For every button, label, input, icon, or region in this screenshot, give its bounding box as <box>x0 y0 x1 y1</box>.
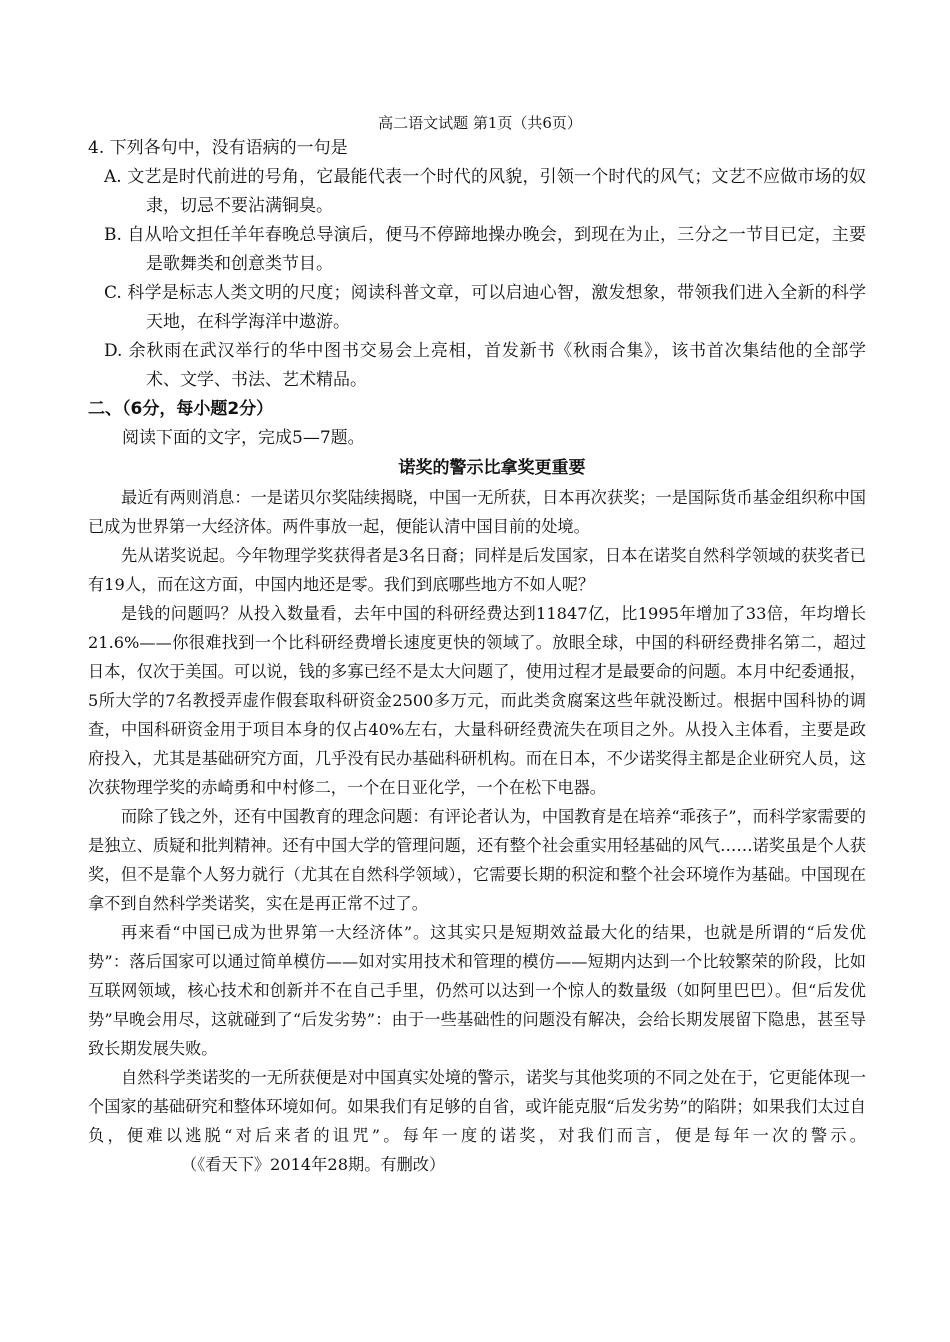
question-4-stem: 4. 下列各句中，没有语病的一句是 <box>88 138 348 158</box>
section-2-instruction: 阅读下面的文字，完成5—7题。 <box>122 428 365 448</box>
section-2-heading: 二、（6分，每小题2分） <box>88 399 274 419</box>
article-paragraph-1: 最近有两则消息：一是诺贝尔奖陆续揭晓，中国一无所获，日本再次获奖；一是国际货币基金组织称中国已成为世界第一大经济体。两件事放一起，便能认清中国目前的处境。 <box>88 488 866 536</box>
article-paragraph-6 <box>88 1063 866 1179</box>
exam-page <box>88 112 866 1179</box>
option-c: C. 科学是标志人类文明的尺度；阅读科普文章，可以启迪心智，激发想象，带领我们进入全新的科学天地，在科学海洋中遨游。 <box>104 283 866 332</box>
page-header: 高二语文试题 第1页（共6页） <box>378 114 582 132</box>
option-b: B. 自从哈文担任羊年春晚总导演后，便马不停蹄地操办晚会，到现在为止，三分之一节目已定，主要是歌舞类和创意类节目。 <box>104 225 866 274</box>
article-paragraph-4: 而除了钱之外，还有中国教育的理念问题：有评论者认为，中国教育是在培养“乖孩子”，而科学家需要的是独立、质疑和批判精神。还有中国大学的管理问题，还有整个社会重实用轻基础的风气……诺奖虽是个人获奖，但不是靠个人努力就行（尤其在自然科学领域），它需要长期的积淀和整个社会环境作为基础。中国现在拿不到自然科学类诺奖，实在是再正常不过了。 <box>88 807 866 913</box>
article-paragraph-6-text: 自然科学类诺奖的一无所获便是对中国真实处境的警示，诺奖与其他奖项的不同之处在于，它更能体现一个国家的基础研究和整体环境如何。如果我们有足够的自省，或许能克服“后发劣势”的陷阱；如果我们太过自负，便难以逃脱“对后来者的诅咒”。每年一度的诺奖，对我们而言，便是每年一次的警示。 <box>88 1068 866 1145</box>
article-paragraph-3: 是钱的问题吗？从投入数量看，去年中国的科研经费达到11847亿，比1995年增加了33倍，年均增长21.6%——你很难找到一个比科研经费增长速度更快的领域了。放眼全球，中国的科研经费排名第二，超过日本，仅次于美国。可以说，钱的多寡已经不是太大问题了，使用过程才是最要命的问题。本月中纪委通报，5所大学的7名教授弄虚作假套取科研资金2500多万元，而此类贪腐案这些年就没断过。根据中国科协的调查，中国科研资金用于项目本身的仅占40%左右，大量科研经费流失在项目之外。从投入主体看，主要是政府投入，尤其是基础研究方面，几乎没有民办基础科研机构。而在日本，不少诺奖得主都是企业研究人员，这次获物理学奖的赤崎勇和中村修二，一个在日亚化学，一个在松下电器。 <box>88 604 866 797</box>
article-title: 诺奖的警示比拿奖更重要 <box>398 458 586 478</box>
option-d: D. 余秋雨在武汉举行的华中图书交易会上亮相，首发新书《秋雨合集》，该书首次集结他的全部学术、文学、书法、艺术精品。 <box>104 341 866 390</box>
article-source: （《看天下》2014年28期。有删改） <box>181 1155 446 1174</box>
option-a: A. 文艺是时代前进的号角，它最能代表一个时代的风貌，引领一个时代的风气；文艺不应做市场的奴隶，切忌不要沾满铜臭。 <box>104 167 866 216</box>
article-paragraph-2: 先从诺奖说起。今年物理学奖获得者是3名日裔；同样是后发国家，日本在诺奖自然科学领域的获奖者已有19人，而在这方面，中国内地还是零。我们到底哪些地方不如人呢？ <box>88 546 866 594</box>
article-paragraph-5: 再来看“中国已成为世界第一大经济体”。这其实只是短期效益最大化的结果，也就是所谓的“后发优势”：落后国家可以通过简单模仿——如对实用技术和管理的模仿——短期内达到一个比较繁荣的阶段，比如互联网领域，核心技术和创新并不在自己手里，仍然可以达到一个惊人的数量级（如阿里巴巴）。但“后发优势”早晚会用尽，这就碰到了“后发劣势”：由于一些基础性的问题没有解决，会给长期发展留下隐患，甚至导致长期发展失败。 <box>88 923 866 1058</box>
